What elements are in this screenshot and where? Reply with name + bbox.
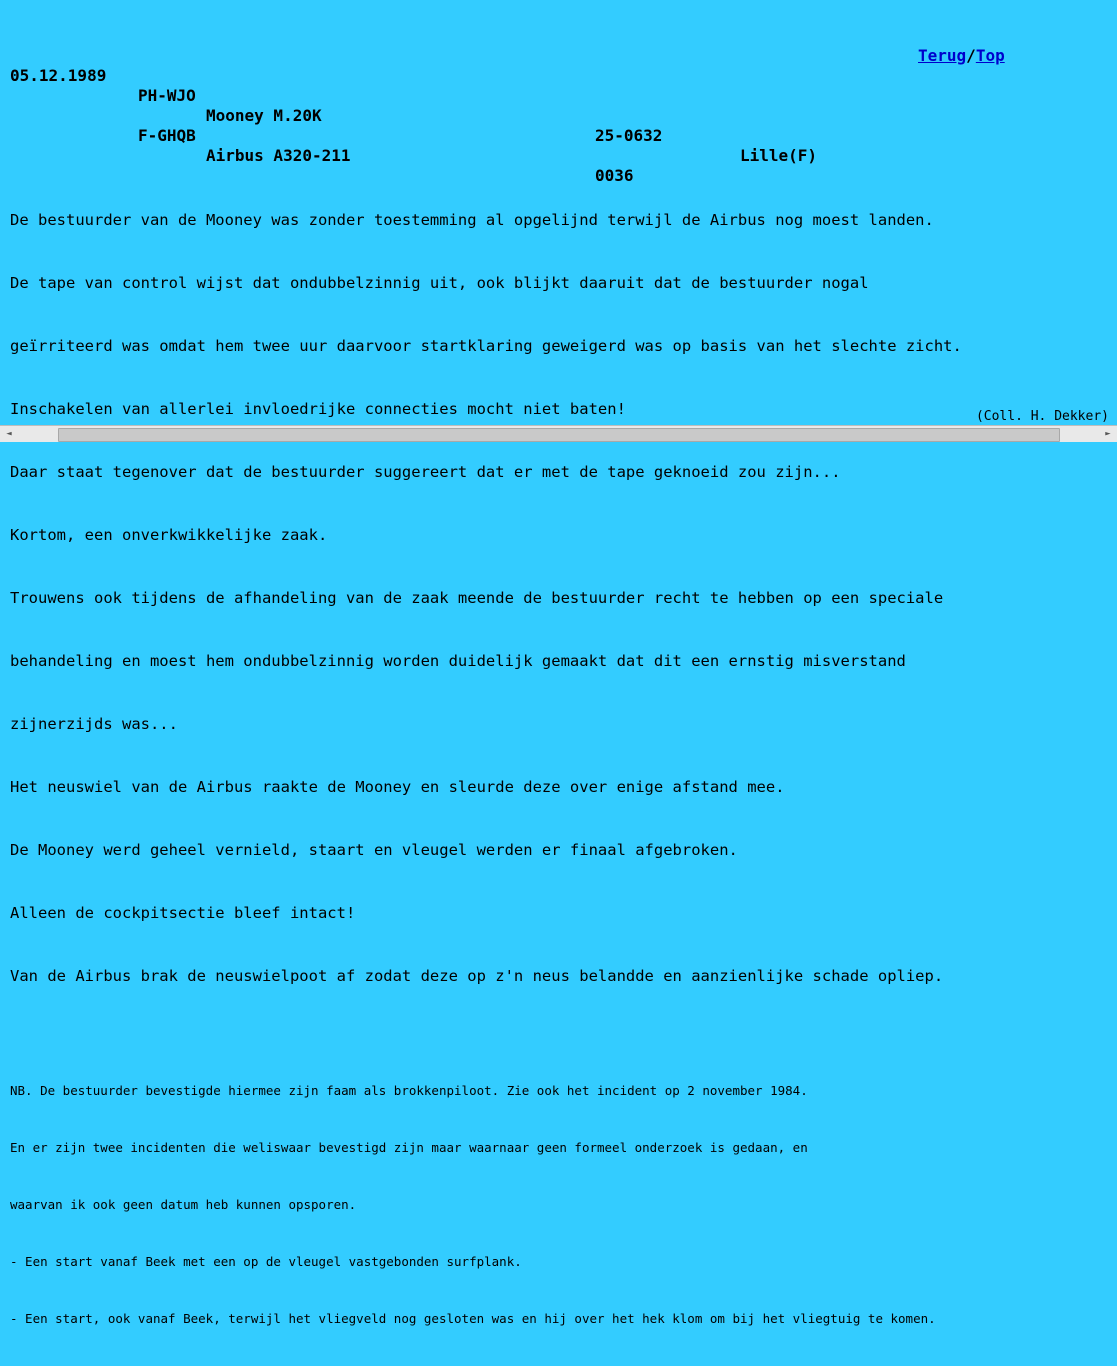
description-line: Trouwens ook tijdens de afhandeling van de zaak meende de bestuurder recht te hebben op een speciale: [10, 589, 944, 607]
accident-location: Lille(F): [740, 146, 818, 165]
description-line: geïrriteerd was omdat hem twee uur daarvoor startklaring geweigerd was op basis van het slechte zicht.: [10, 337, 962, 355]
note-line: waarvan ik ook geen datum heb kunnen opsporen.: [10, 1197, 357, 1212]
note-block: [0, 1029, 1117, 1366]
top-link[interactable]: Top: [975, 46, 1005, 65]
description-line: De Mooney werd geheel vernield, staart en vleugel werden er finaal afgebroken.: [10, 841, 738, 859]
description-line: Het neuswiel van de Airbus raakte de Mooney en sleurde deze over enige afstand mee.: [10, 778, 785, 796]
nav-separator: /: [966, 46, 976, 65]
description-line: De tape van control wijst dat ondubbelzinnig uit, ook blijkt daaruit dat de bestuurder nogal: [10, 274, 869, 292]
description-line: Inschakelen van allerlei invloedrijke connecties mocht niet baten!: [10, 400, 626, 418]
horizontal-scrollbar[interactable]: [0, 425, 1117, 442]
scrollbar-thumb[interactable]: [58, 428, 1060, 442]
aircraft-type-2: Airbus A320-211: [206, 146, 351, 165]
description-line: De bestuurder van de Mooney was zonder toestemming al opgelijnd terwijl de Airbus nog moest landen.: [10, 211, 934, 229]
scroll-left-arrow-icon[interactable]: ◄: [6, 429, 12, 439]
description-line: Daar staat tegenover dat de bestuurder suggereert dat er met de tape geknoeid zou zijn...: [10, 463, 841, 481]
description-line: behandeling en moest hem ondubbelzinnig worden duidelijk gemaakt dat dit een ernstig misverstand: [10, 652, 906, 670]
navigation-links: [918, 46, 1005, 66]
aircraft-registration-2: F-GHQB: [138, 126, 196, 145]
description-line: Kortom, een onverkwikkelijke zaak.: [10, 526, 328, 544]
note-line: En er zijn twee incidenten die weliswaar bevestigd zijn maar waarnaar geen formeel onderzoek is gedaan, en: [10, 1140, 808, 1155]
description-line: Alleen de cockpitsectie bleef intact!: [10, 904, 356, 922]
aircraft-serial-2: 0036: [595, 166, 634, 185]
description-line: zijnerzijds was...: [10, 715, 178, 733]
scroll-right-arrow-icon[interactable]: ►: [1105, 429, 1111, 439]
record-header: [0, 0, 1117, 185]
accident-description: [0, 166, 1117, 1029]
note-line: NB. De bestuurder bevestigde hiermee zijn faam als brokkenpiloot. Zie ook het incident op 2 november 1984.: [10, 1083, 808, 1098]
back-link[interactable]: Terug: [918, 46, 967, 65]
description-line: Van de Airbus brak de neuswielpoot af zodat deze op z'n neus belandde en aanzienlijke schade opliep.: [10, 967, 944, 985]
aircraft-type-1: Mooney M.20K: [206, 106, 322, 125]
collection-credit: (Coll. H. Dekker): [975, 409, 1109, 424]
accident-date: 05.12.1989: [10, 66, 107, 85]
aircraft-registration-1: PH-WJO: [138, 86, 196, 105]
note-line: - Een start vanaf Beek met een op de vleugel vastgebonden surfplank.: [10, 1254, 522, 1269]
aircraft-serial-1: 25-0632: [595, 126, 663, 145]
note-line: - Een start, ook vanaf Beek, terwijl het vliegveld nog gesloten was en hij over het hek klom om bij het vliegtuig te komen.: [10, 1311, 936, 1326]
